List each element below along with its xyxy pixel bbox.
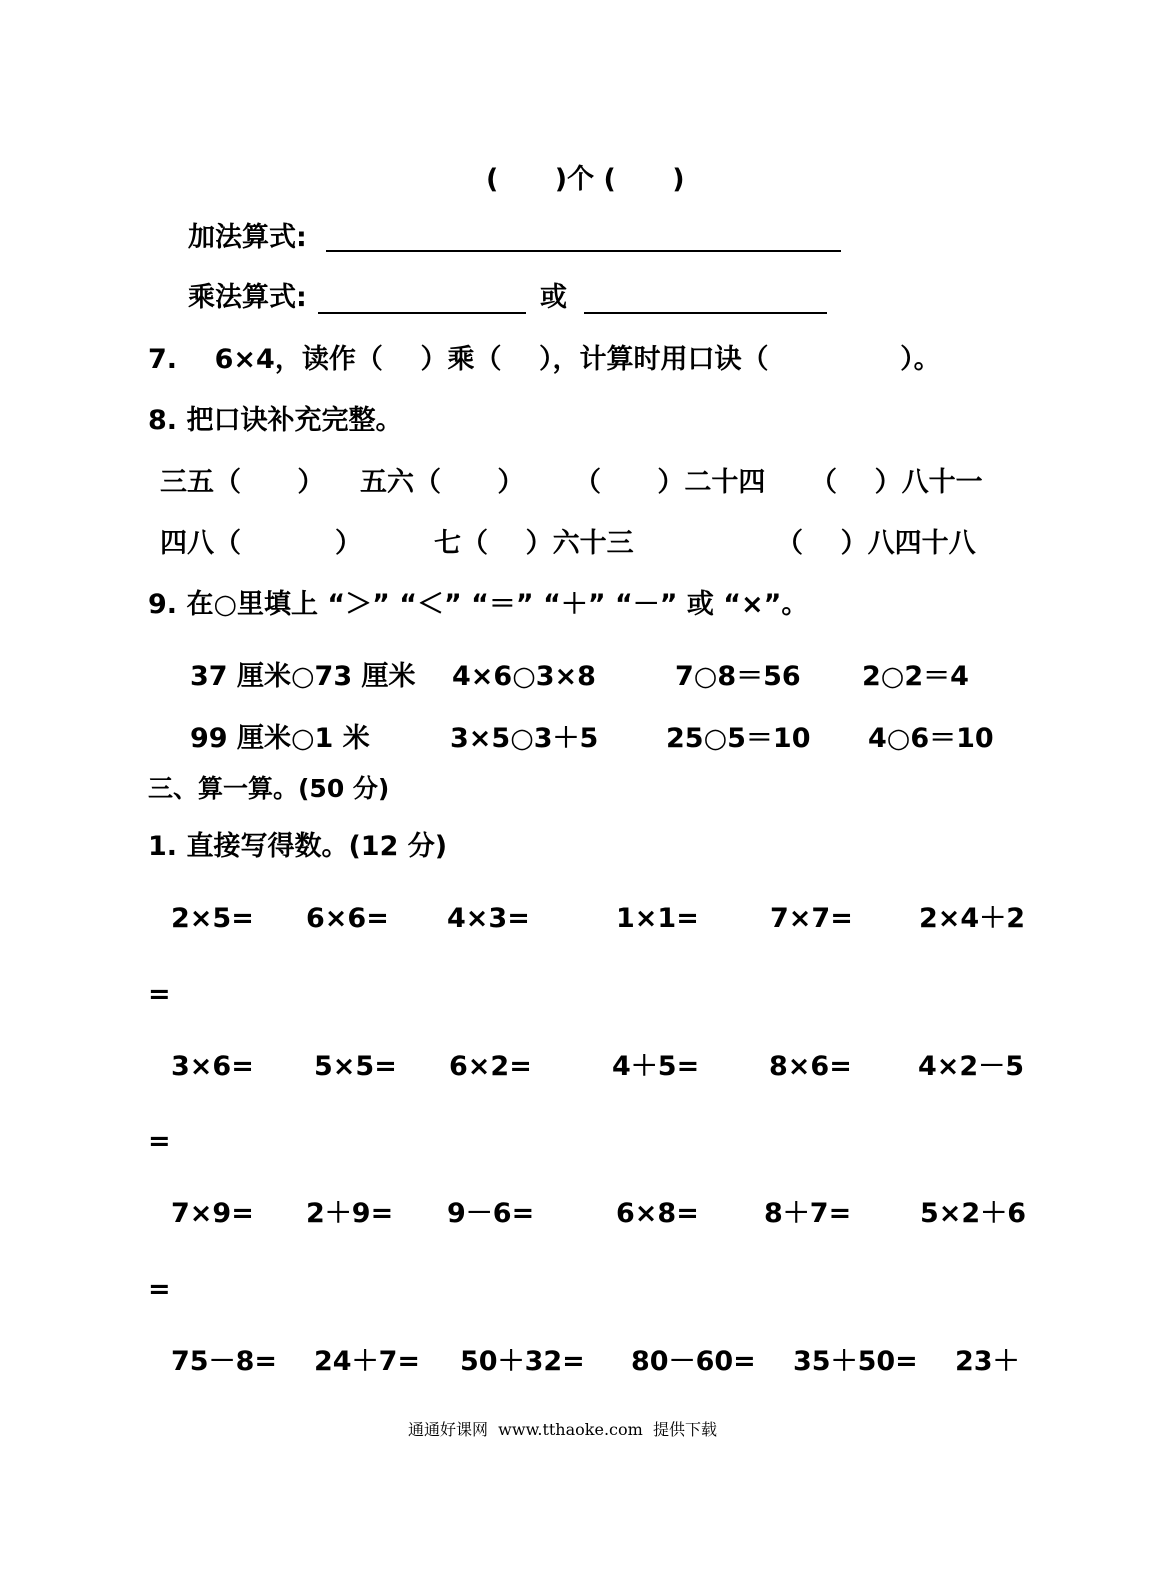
calc-item: 4＋5= bbox=[612, 1051, 700, 1082]
compare-item: 3×5○3＋5 bbox=[450, 723, 599, 754]
calc-item: 80－60= bbox=[631, 1346, 756, 1377]
compare-item: 4×6○3×8 bbox=[452, 661, 596, 692]
calc-continuation: = bbox=[148, 1274, 171, 1305]
calc-continuation: = bbox=[148, 979, 171, 1010]
compare-item: 37 厘米○73 厘米 bbox=[190, 661, 416, 692]
calc-item: 6×8= bbox=[616, 1198, 699, 1229]
compare-item: 4○6＝10 bbox=[868, 723, 994, 754]
calc-item: 75－8= bbox=[171, 1346, 277, 1377]
compare-item: 2○2＝4 bbox=[862, 661, 969, 692]
calc-item: 2×5= bbox=[171, 903, 254, 934]
question-8: 8. 把口诀补充完整。 bbox=[148, 405, 403, 436]
mnemonic-item: 三五（ ） bbox=[160, 467, 325, 498]
calc-item: 8＋7= bbox=[764, 1198, 852, 1229]
calc-item: 6×2= bbox=[449, 1051, 532, 1082]
calc-item: 50＋32= bbox=[460, 1346, 585, 1377]
mnemonic-item: （ ）八十一 bbox=[810, 467, 983, 498]
compare-item: 7○8＝56 bbox=[675, 661, 801, 692]
question-7: 7. 6×4，读作（ ）乘（ ），计算时用口诀（ ）。 bbox=[148, 344, 941, 375]
calc-item: 2＋9= bbox=[306, 1198, 394, 1229]
calc-item: 9－6= bbox=[447, 1198, 535, 1229]
calc-item: 3×6= bbox=[171, 1051, 254, 1082]
calc-item: 23＋ bbox=[955, 1346, 1020, 1377]
mnemonic-item: 五六（ ） bbox=[360, 467, 525, 498]
calc-item: 24＋7= bbox=[314, 1346, 420, 1377]
multiplication-answer-line-2[interactable] bbox=[584, 312, 827, 314]
calc-item: 2×4＋2 bbox=[919, 903, 1025, 934]
calc-item: 5×5= bbox=[314, 1051, 397, 1082]
calc-item: 1×1= bbox=[616, 903, 699, 934]
calc-item: 5×2＋6 bbox=[920, 1198, 1026, 1229]
multiplication-label: 乘法算式: bbox=[188, 282, 307, 313]
calc-item: 4×3= bbox=[447, 903, 530, 934]
mnemonic-item: 七（ ）六十三 bbox=[434, 528, 634, 559]
section-3-title: 三、算一算。(50 分) bbox=[148, 774, 390, 803]
multiplication-answer-line-1[interactable] bbox=[318, 312, 526, 314]
compare-item: 99 厘米○1 米 bbox=[190, 723, 370, 754]
mnemonic-item: （ ）八四十八 bbox=[776, 528, 976, 559]
mnemonic-item: （ ）二十四 bbox=[574, 467, 766, 498]
calc-item: 7×9= bbox=[171, 1198, 254, 1229]
compare-item: 25○5＝10 bbox=[666, 723, 811, 754]
question-3-1: 1. 直接写得数。(12 分) bbox=[148, 831, 448, 862]
mnemonic-item: 四八（ ） bbox=[160, 528, 362, 559]
or-word: 或 bbox=[540, 282, 567, 313]
groups-line: ( )个 ( ) bbox=[486, 164, 685, 195]
addition-answer-line[interactable] bbox=[326, 250, 841, 252]
footer-source: 通通好课网 www.tthaoke.com 提供下载 bbox=[408, 1420, 717, 1439]
calc-item: 35＋50= bbox=[793, 1346, 918, 1377]
calc-item: 4×2－5 bbox=[918, 1051, 1024, 1082]
calc-item: 7×7= bbox=[770, 903, 853, 934]
calc-item: 6×6= bbox=[306, 903, 389, 934]
calc-item: 8×6= bbox=[769, 1051, 852, 1082]
calc-continuation: = bbox=[148, 1126, 171, 1157]
addition-label: 加法算式: bbox=[188, 222, 307, 253]
question-9: 9. 在○里填上 “＞” “＜” “＝” “＋” “－” 或 “×”。 bbox=[148, 589, 809, 620]
